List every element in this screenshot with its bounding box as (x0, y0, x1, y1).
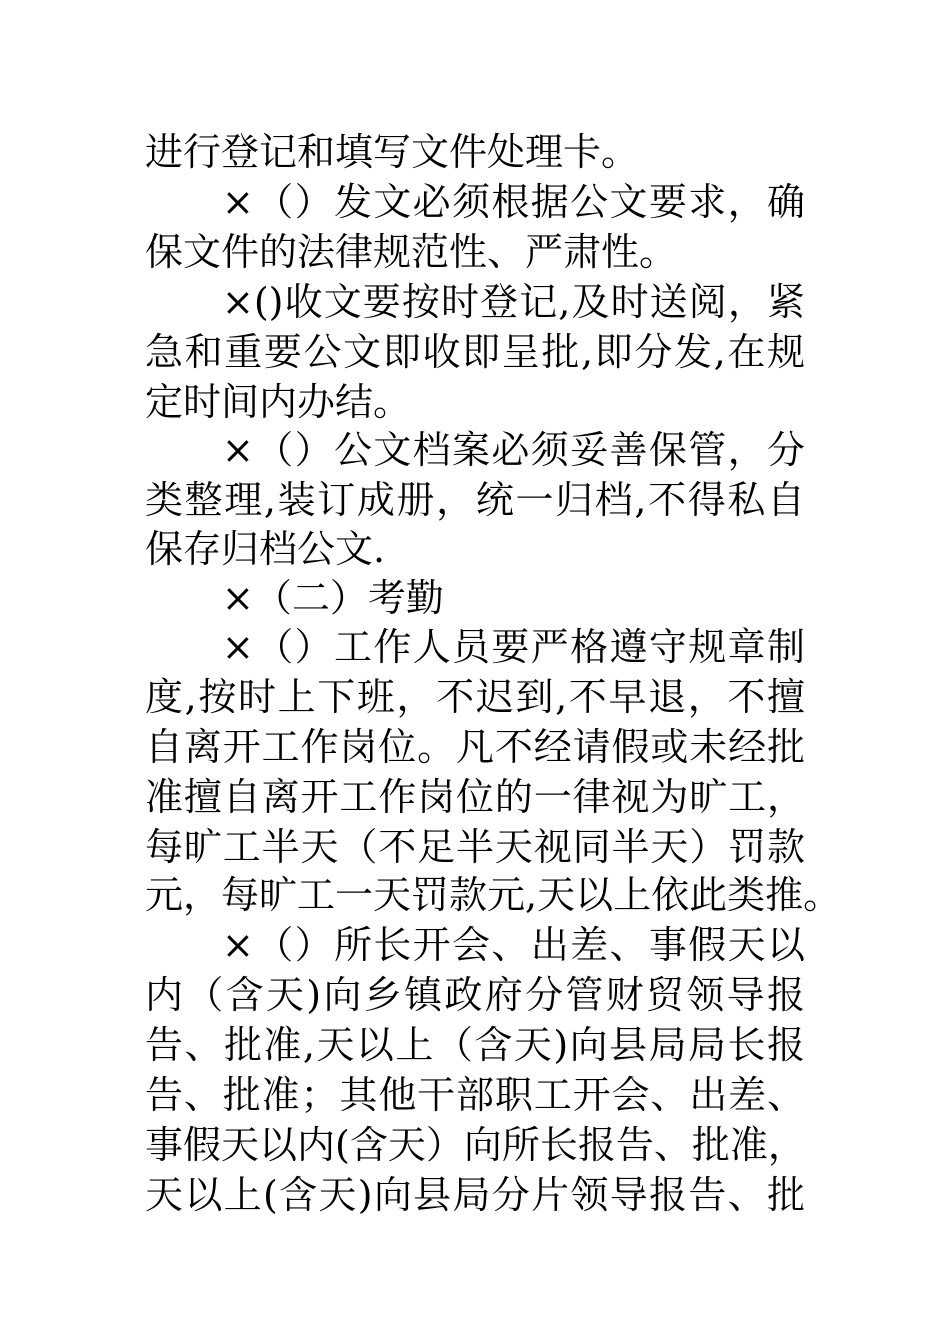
text-line-7: ×（）公文档案必须妥善保管，分 (222, 428, 805, 472)
text-line-8: 类整理,装订成册，统一归档,不得私自 (145, 478, 805, 522)
text-line-3: 保文件的法律规范性、严肃性。 (145, 230, 678, 274)
text-line-15: 每旷工半天（不足半天视同半天）罚款 (145, 825, 805, 869)
section-heading-attendance: ×（二）考勤 (222, 576, 444, 620)
text-line-19: 告、批准,天以上（含天)向县局局长报 (145, 1023, 805, 1067)
text-line-4: ×()收文要按时登记,及时送阅，紧 (222, 280, 805, 324)
text-line-2: ×（）发文必须根据公文要求，确 (222, 180, 805, 224)
text-line-14: 准擅自离开工作岗位的一律视为旷工， (145, 775, 805, 819)
text-line-20: 告、批准；其他干部职工开会、出差、 (145, 1073, 805, 1117)
text-line-17: ×（）所长开会、出差、事假天以 (222, 923, 805, 967)
text-line-1: 进行登记和填写文件处理卡。 (145, 130, 640, 174)
text-line-12: 度,按时上下班，不迟到,不早退，不擅 (145, 675, 805, 719)
text-line-5: 急和重要公文即收即呈批,即分发,在规 (145, 330, 805, 374)
text-line-16: 元，每旷工一天罚款元,天以上依此类推。 (145, 873, 842, 917)
text-line-9: 保存归档公文. (145, 527, 386, 571)
text-line-13: 自离开工作岗位。凡不经请假或未经批 (145, 725, 805, 769)
text-line-6: 定时间内办结。 (145, 380, 412, 424)
text-line-18: 内（含天)向乡镇政府分管财贸领导报 (145, 973, 805, 1017)
text-line-21: 事假天以内(含天）向所长报告、批准， (145, 1123, 806, 1167)
text-line-11: ×（）工作人员要严格遵守规章制 (222, 625, 805, 669)
text-line-22: 天以上(含天)向县局分片领导报告、批 (145, 1173, 805, 1217)
